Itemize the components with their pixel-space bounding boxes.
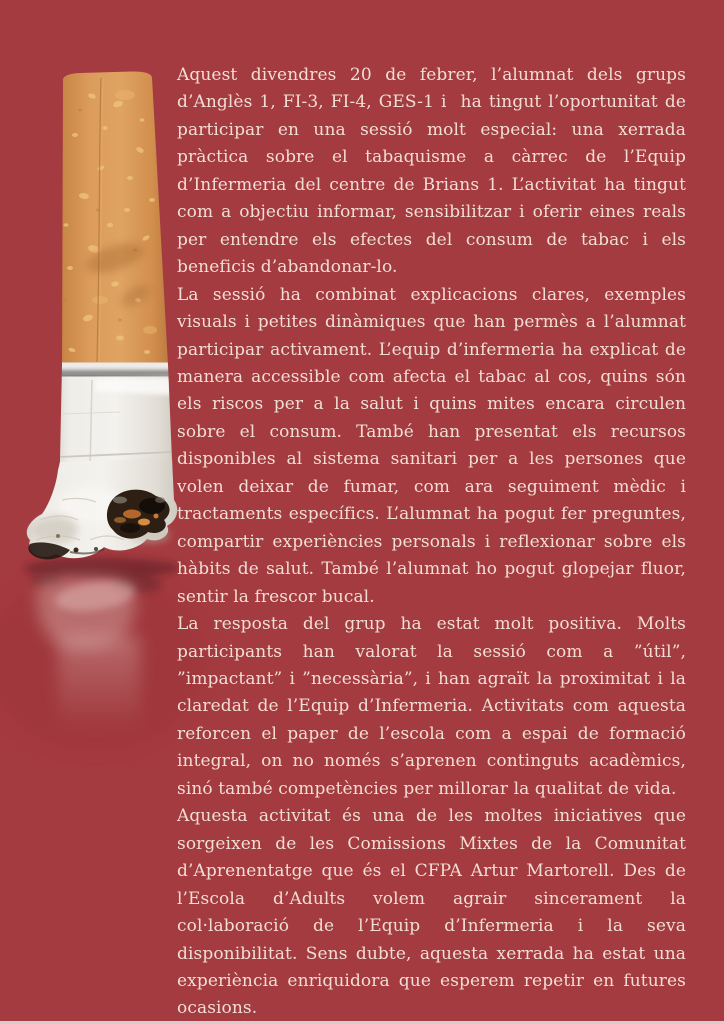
cigarette-body (27, 70, 178, 559)
article-text (177, 62, 686, 1023)
article-paragraph-1: Aquest divendres 20 de febrer, l’alumnat dels grups d’Anglès 1, FI-3, FI-4, GES-1 i ha tingut l’oportunitat de participar en una sessió molt especial: una xerrada pràctica sobre el tabaquisme a càrrec de l’Equip d’Infermeria del centre de Brians 1. L’activitat ha tingut com a objectiu informar, sensibilitzar i oferir eines reals per entendre els efectes del consum de tabac i els beneficis d’abandonar-lo. (177, 65, 686, 278)
article-paragraph-2: La sessió ha combinat explicacions clares, exemples visuals i petites dinàmiques que han permès a l’alumnat participar activament. L’equip d’infermeria ha explicat de manera accessible com afecta el tabac al cos, quins són els riscos per a la salut i quins mites encara circulen sobre el consum. També han presentat els recursos disponibles al sistema sanitari per a les persones que volen deixar de fumar, com ara seguiment mèdic i tractaments específics. L’alumnat ha pogut fer preguntes, compartir experiències personals i reflexionar sobre els hàbits de salut. També l’alumnat ho pogut glopejar fluor, sentir la frescor bucal. (177, 284, 686, 607)
filter-speckles (64, 92, 156, 354)
article-paragraph-3: La resposta del grup ha estat molt positiva. Molts participants han valorat la sessió com a ”útil”, ”impactant” i ”necessària”, i han agraït la proximitat i la claredat de l’Equip d’Infermeria. Activitats com aquesta reforcen el paper de l’escola com a espai de formació integral, on no només s’aprenen continguts acadèmics, sinó també competències per millorar la qualitat de vida. (177, 614, 686, 799)
crushed-butt-end (27, 458, 178, 559)
reflection (0, 558, 205, 750)
article-paragraph-4: Aquesta activitat és una de les moltes iniciatives que sorgeixen de les Comissions Mixtes de la Comunitat d’Aprenentatge que és el CFPA Artur Martorell. Des de l’Escola d’Adults volem agrair sincerament la col·laboració de l’Equip d’Infermeria i la seva disponibilitat. Sens dubte, aquesta xerrada ha estat una experiència enriquidora que esperem repetir en futures ocasions. (177, 806, 686, 1019)
